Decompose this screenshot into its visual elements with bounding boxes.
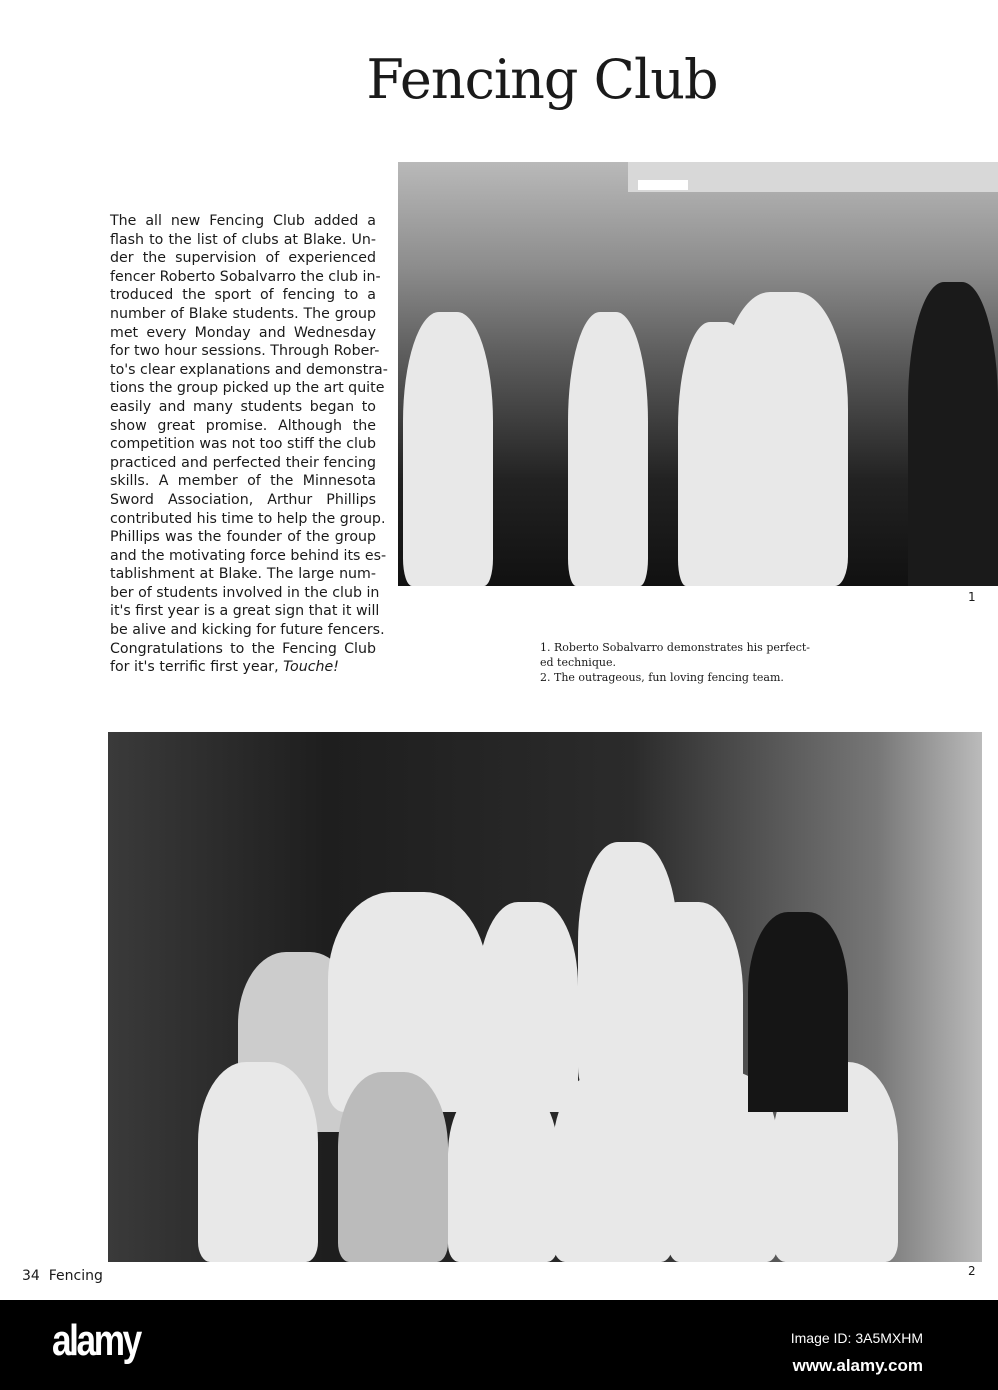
- body-line: The all new Fencing Club added a: [110, 213, 376, 229]
- section-name: Fencing: [48, 1268, 103, 1284]
- photo-fencing-demonstration: [398, 162, 998, 586]
- article-body: [110, 212, 388, 677]
- body-line: easily and many students began to: [110, 398, 376, 415]
- body-line: to's clear explanations and demonstra-: [110, 361, 388, 378]
- body-line: skills. A member of the Minnesota: [110, 473, 376, 490]
- body-line: Phillips was the founder of the group: [110, 529, 376, 546]
- body-line: contributed his time to help the group.: [110, 510, 386, 527]
- body-line: and the motivating force behind its es-: [110, 547, 387, 564]
- page-number: 34: [22, 1268, 40, 1284]
- photo-captions: [540, 640, 820, 685]
- watermark-bar: [0, 1300, 998, 1390]
- body-line: show great promise. Although the: [110, 417, 376, 434]
- body-line: competition was not too stiff the club: [110, 436, 376, 453]
- image-id: Image ID: 3A5MXHM: [790, 1330, 923, 1346]
- body-line: tions the group picked up the art quite: [110, 380, 385, 397]
- body-line: tablishment at Blake. The large num-: [110, 566, 376, 583]
- photo-number-1: 1: [968, 590, 976, 604]
- caption-line: 2. The outrageous, fun loving fencing team.: [540, 671, 784, 684]
- site-url: www.alamy.com: [792, 1356, 923, 1375]
- page-folio: [22, 1268, 103, 1284]
- body-italic-ending: Touche!: [283, 659, 339, 676]
- alamy-logo: alamy: [52, 1316, 140, 1365]
- body-line: Congratulations to the Fencing Club: [110, 640, 376, 657]
- caption-line: ed technique.: [540, 656, 616, 669]
- body-line: for it's terrific first year,: [110, 659, 284, 676]
- body-line: ber of students involved in the club in: [110, 584, 380, 601]
- body-line: number of Blake students. The group: [110, 305, 376, 322]
- photo-number-2: 2: [968, 1264, 976, 1278]
- caption-line: 1. Roberto Sobalvarro demonstrates his perfect-: [540, 641, 811, 654]
- photo-fencing-team: [108, 732, 982, 1262]
- body-line: met every Monday and Wednesday: [110, 324, 376, 341]
- page-title: Fencing Club: [366, 48, 718, 111]
- body-line: it's first year is a great sign that it will: [110, 603, 380, 620]
- body-line: Sword Association, Arthur Phillips: [110, 491, 376, 508]
- body-line: der the supervision of experienced: [110, 250, 376, 267]
- body-line: practiced and perfected their fencing: [110, 454, 376, 471]
- body-line: flash to the list of clubs at Blake. Un-: [110, 231, 376, 248]
- body-line: fencer Roberto Sobalvarro the club in-: [110, 268, 381, 285]
- body-line: be alive and kicking for future fencers.: [110, 622, 385, 639]
- body-line: for two hour sessions. Through Rober-: [110, 343, 380, 360]
- body-line: troduced the sport of fencing to a: [110, 287, 376, 304]
